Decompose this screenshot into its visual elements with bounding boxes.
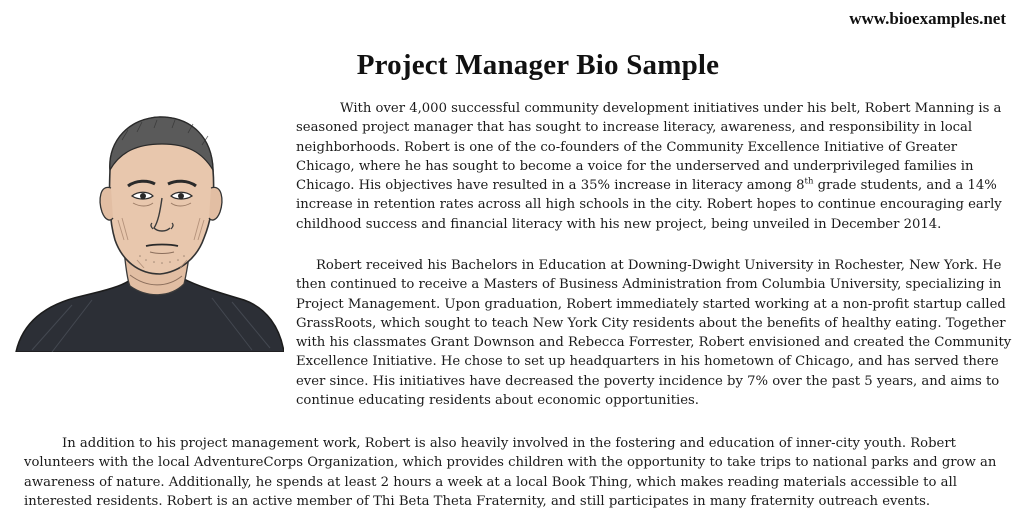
bio-paragraph-intro xyxy=(296,99,1014,234)
site-url[interactable]: www.bioexamples.net xyxy=(849,9,1006,28)
bio-paragraph-community: In addition to his project management work, Robert is also heavily involved in the fostering and education of inner-city youth. Robert volunteers with the local AdventureCorps Organization, which provides children with the opportunity to take trips to national parks and grow an awareness of nature. Additionally, he spends at least 2 hours a week at a local Book Thing, which makes reading materials accessible to all interested residents. Robert is an active member of Thi Beta Theta Fraternity, and still participates in many fraternity outreach events. xyxy=(24,436,997,509)
ordinal-suffix: th xyxy=(804,176,814,187)
bio-paragraph-education: Robert received his Bachelors in Education at Downing-Dwight University in Rochester, New York. He then continued to receive a Masters of Business Administration from Columbia University, specializing in Project Management. Upon graduation, Robert immediately started working at a non-profit startup called GrassRoots, which sought to teach New York City residents about the benefits of healthy eating. Together with his classmates Grant Downson and Rebecca Forrester, Robert envisioned and created the Community Excellence Initiative. He chose to set up headquarters in his hometown of Chicago, and has served there ever since. His initiatives have decreased the poverty incidence by 7% over the past 5 years, and aims to continue educating residents about economic opportunities. xyxy=(296,258,1012,409)
sketch-portrait-icon xyxy=(12,100,284,352)
bio-paragraph-intro-text: With over 4,000 successful community development initiatives under his belt, Robert Manning is a seasoned project manager that has sought to increase literacy, awareness, and responsibility in local neighborhoods. Robert is one of the co-founders of the Community Excellence Initiative of Greater Chicago, where he has sought to become a voice for the underserved and underprivileged families in Chicago. His objectives have resulted in a 35% increase in literacy among 8 xyxy=(296,101,1002,194)
bio-paragraph-intro-text-cont: grade students, and a 14% increase in retention rates across all high schools in the city. Robert hopes to continue encouraging early childhood success and financial literacy with his new project, being unveiled in December 2014. xyxy=(296,178,1002,232)
page-title: Project Manager Bio Sample xyxy=(356,49,720,81)
